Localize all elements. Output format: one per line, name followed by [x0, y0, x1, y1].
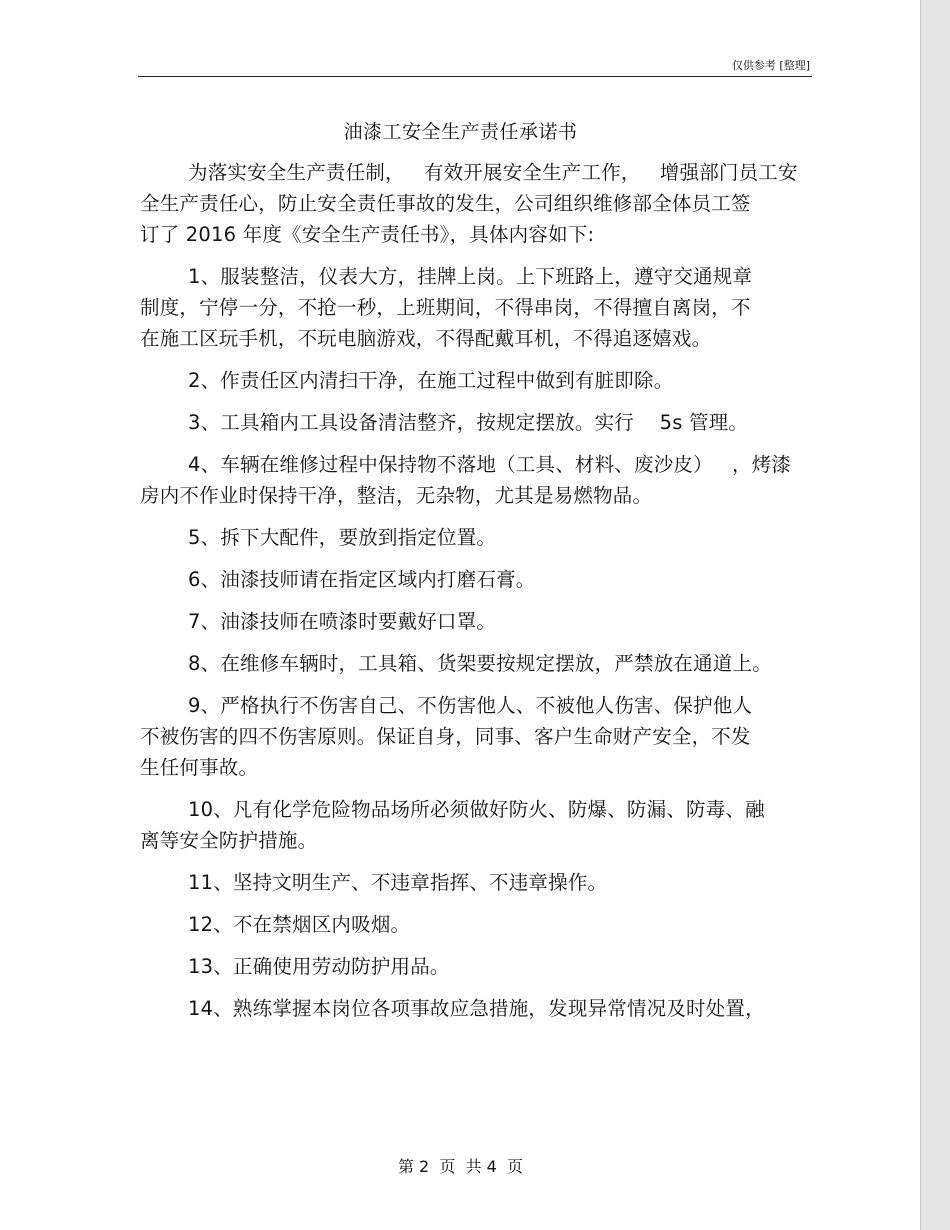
- paragraph: [140, 522, 820, 553]
- paragraph-gap: [140, 511, 820, 522]
- text-line: 3、工具箱内工具设备清洁整齐，按规定摆放。实行 5s 管理。: [188, 411, 749, 434]
- paragraph-gap: [140, 856, 820, 867]
- paragraph-gap: [140, 783, 820, 794]
- text-line: 4、车辆在维修过程中保持物不落地（工具、材料、废沙皮） ，烤漆: [188, 453, 792, 476]
- paragraph: [140, 365, 820, 396]
- paragraph-gap: [140, 250, 820, 261]
- paragraph-gap: [140, 940, 820, 951]
- paragraph-gap: [140, 637, 820, 648]
- paragraph: [140, 564, 820, 595]
- text-line: 在施工区玩手机，不玩电脑游戏，不得配戴耳机，不得追逐嬉戏。: [140, 327, 712, 350]
- document-body: [140, 157, 820, 1024]
- paragraph: [140, 867, 820, 898]
- paragraph: [140, 261, 820, 354]
- paragraph-gap: [140, 553, 820, 564]
- text-line: 12、不在禁烟区内吸烟。: [188, 913, 411, 936]
- paragraph: [140, 648, 820, 679]
- paragraph: [140, 606, 820, 637]
- header-note: 仅供参考 [整理]: [731, 59, 810, 72]
- paragraph-gap: [140, 982, 820, 993]
- text-line: 不被伤害的四不伤害原则。保证自身，同事、客户生命财产安全，不发: [140, 725, 751, 748]
- text-line: 2、作责任区内清扫干净，在施工过程中做到有脏即除。: [188, 369, 674, 392]
- text-line: 1、服装整洁，仪表大方，挂牌上岗。上下班路上，遵守交通规章: [188, 265, 753, 288]
- text-line: 7、油漆技师在喷漆时要戴好口罩。: [188, 610, 497, 633]
- paragraph-gap: [140, 595, 820, 606]
- text-line: 全生产责任心，防止安全责任事故的发生，公司组织维修部全体员工签: [140, 192, 751, 215]
- text-line: 13、正确使用劳动防护用品。: [188, 955, 450, 978]
- document-title: 油漆工安全生产责任承诺书: [343, 121, 578, 143]
- text-line: 6、油漆技师请在指定区域内打磨石膏。: [188, 568, 536, 591]
- text-line: 房内不作业时保持干净，整洁，无杂物，尤其是易燃物品。: [140, 484, 653, 507]
- paragraph: [140, 794, 820, 856]
- paragraph-gap: [140, 898, 820, 909]
- text-line: 制度，宁停一分，不抢一秒，上班期间，不得串岗，不得擅自离岗，不: [140, 296, 751, 319]
- text-line: 9、严格执行不伤害自己、不伤害他人、不被他人伤害、保护他人: [188, 694, 753, 717]
- text-line: 14、熟练掌握本岗位各项事故应急措施，发现异常情况及时处置，: [188, 997, 765, 1020]
- text-line: 10、凡有化学危险物品场所必须做好防火、防爆、防漏、防毒、融: [188, 798, 765, 821]
- paragraph: [140, 157, 820, 250]
- paragraph: [140, 407, 820, 438]
- paragraph: [140, 993, 820, 1024]
- page-number: 第 2 页 共 4 页: [397, 1157, 524, 1176]
- text-line: 为落实安全生产责任制， 有效开展安全生产工作， 增强部门员工安: [188, 161, 798, 184]
- text-line: 5、拆下大配件，要放到指定位置。: [188, 526, 497, 549]
- text-line: 生任何事故。: [140, 756, 259, 779]
- paragraph-gap: [140, 354, 820, 365]
- paragraph: [140, 909, 820, 940]
- paragraph: [140, 951, 820, 982]
- paragraph-gap: [140, 679, 820, 690]
- paragraph-gap: [140, 438, 820, 449]
- paragraph: [140, 449, 820, 511]
- text-line: 离等安全防护措施。: [140, 829, 318, 852]
- text-line: 11、坚持文明生产、不违章指挥、不违章操作。: [188, 871, 608, 894]
- text-line: 订了 2016 年度《安全生产责任书》，具体内容如下:: [140, 223, 595, 246]
- text-line: 8、在维修车辆时，工具箱、货架要按规定摆放，严禁放在通道上。: [188, 652, 772, 675]
- paragraph-gap: [140, 396, 820, 407]
- paragraph: [140, 690, 820, 783]
- header-rule: [138, 76, 812, 77]
